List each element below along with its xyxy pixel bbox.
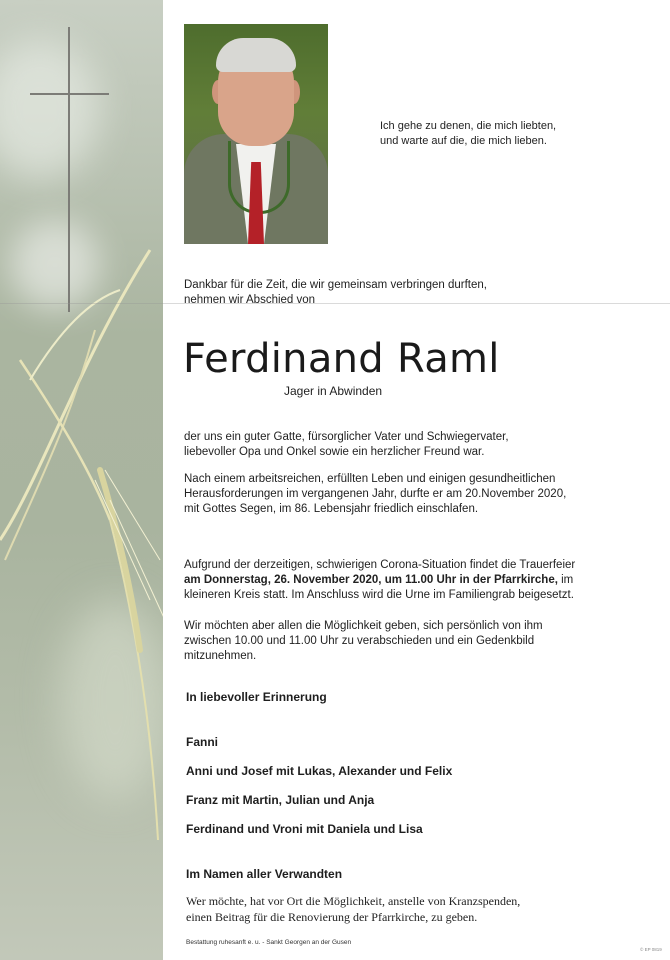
family-line: Ferdinand und Vroni mit Daniela und Lisa: [186, 822, 423, 836]
family-line: Fanni: [186, 735, 218, 749]
paragraph-farewell: Wir möchten aber allen die Möglichkeit geben, sich persönlich von ihm zwischen 10.00 und 11.00 Uhr zu verabschieden und ein Gedenkbild mitzunehmen.: [184, 620, 543, 662]
decorative-side-panel: [0, 0, 163, 960]
family-line: Anni und Josef mit Lukas, Alexander und Felix: [186, 764, 453, 778]
wheat-stalk-icon: [0, 0, 163, 960]
deceased-subtitle: Jager in Abwinden: [284, 384, 383, 398]
family-line: Franz mit Martin, Julian und Anja: [186, 793, 375, 807]
paragraph-passing: Nach einem arbeitsreichen, erfüllten Leben und einigen gesundheitlichen Herausforderungen im vergangenen Jahr, durfte er am 20.November 2020, mit Gottes Segen, im 86. Lebensjahr friedlich einschlafen.: [184, 473, 567, 515]
funeral-home-footer: Bestattung ruhesanft e. u. - Sankt Georgen an der Gusen: [186, 939, 352, 946]
donation-note: Wer möchte, hat vor Ort die Möglichkeit, anstelle von Kranzspenden, einen Beitrag für die Renovierung der Pfarrkirche, zu geben.: [186, 894, 521, 924]
deceased-name: Ferdinand Raml: [183, 336, 500, 382]
quote: Ich gehe zu denen, die mich liebten, und warte auf die, die mich lieben.: [380, 120, 557, 147]
paragraph-service: Aufgrund der derzeitigen, schwierigen Corona-Situation findet die Trauerfeier am Donnerstag, 26. November 2020, um 11.00 Uhr in der Pfarrkirche, im kleineren Kreis statt. Im Anschluss wird die Urne im Familiengrab beigesetzt.: [184, 559, 576, 601]
relatives-heading: Im Namen aller Verwandten: [186, 867, 343, 881]
service-date: am Donnerstag, 26. November 2020, um 11.00 Uhr in der Pfarrkirche,: [184, 574, 558, 586]
intro-text: Dankbar für die Zeit, die wir gemeinsam verbringen durften, nehmen wir Abschied von: [184, 279, 487, 306]
paragraph-tribute: der uns ein guter Gatte, fürsorglicher Vater und Schwiegervater, liebevoller Opa und Onkel sowie ein herzlicher Freund war.: [184, 431, 509, 458]
family-heading: In liebevoller Erinnerung: [186, 690, 327, 704]
portrait-photo: [184, 24, 328, 244]
print-mark: © EP 0819: [640, 947, 662, 952]
